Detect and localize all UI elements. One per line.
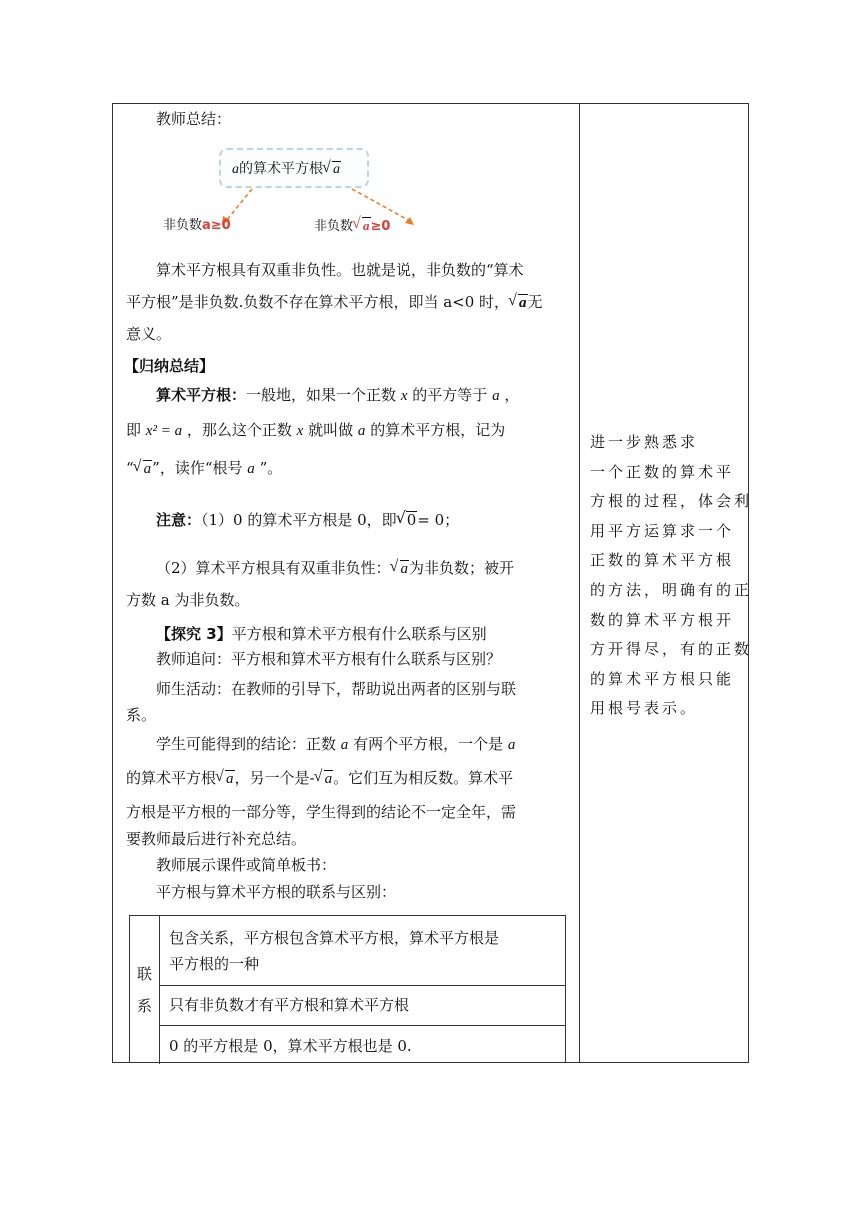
table-row3: 0 的平方根是 0，算术平方根也是 0. <box>169 1037 412 1055</box>
main-column <box>112 103 579 1063</box>
side-line: 的方法，明确有的正 <box>590 580 753 599</box>
definition-line2: 即 x² = a ，那么这个正数 x 就叫做 a 的算术平方根，记为 <box>126 421 506 439</box>
diagram-left-label: 非负数a≥0 <box>163 218 231 233</box>
activity-line2: 系。 <box>126 706 157 724</box>
side-line: 一个正数的算术平 <box>590 462 735 481</box>
side-column <box>580 103 753 1063</box>
note1: 注意：（1）0 的算术平方根是 0，即√ 0= 0； <box>156 510 459 530</box>
para1-line3: 意义。 <box>126 325 172 343</box>
teacher-summary-label: 教师总结： <box>156 110 232 128</box>
side-line: 正数的算术平方根 <box>590 551 735 570</box>
side-line: 方开得尽，有的正数 <box>590 640 753 659</box>
para1-line1: 算术平方根具有双重非负性。也就是说，非负数的“算术 <box>156 261 524 279</box>
conclusion-line3: 方根是平方根的一部分等，学生得到的结论不一定全年，需 <box>126 803 517 821</box>
relation-title: 平方根与算术平方根的联系与区别： <box>156 883 397 901</box>
row-header-char1: 联 <box>137 965 153 983</box>
relation-table <box>129 915 566 1063</box>
conclusion-line1: 学生可能得到的结论：正数 a 有两个平方根，一个是 a <box>156 735 516 753</box>
table-row1-line2: 平方根的一种 <box>169 955 260 973</box>
diagram-right-label: 非负数√ a≥0 <box>314 216 390 237</box>
table-row1-line1: 包含关系，平方根包含算术平方根，算术平方根是 <box>169 929 500 947</box>
para1-line2: 平方根”是非负数.负数不存在算术平方根，即当 a<0 时，√ a无 <box>126 292 543 313</box>
conclusion-line2: 的算术平方根√ a，另一个是-√ a。它们互为相反数。算术平 <box>126 768 513 789</box>
explore3-heading: 【探究 3】平方根和算术平方根有什么联系与区别 <box>156 625 487 643</box>
diagram-box-text: a的算术平方根√ a <box>232 159 341 180</box>
definition-line3: “√ a”，读作“根号 a ”。 <box>126 458 282 479</box>
teacher-show: 教师展示课件或简单板书： <box>156 856 337 874</box>
row-header-char2: 系 <box>137 997 153 1015</box>
side-line: 的算术平方根只能 <box>590 669 735 688</box>
activity-line1: 师生活动：在教师的引导下，帮助说出两者的区别与联 <box>156 680 517 698</box>
table-row2: 只有非负数才有平方根和算术平方根 <box>169 996 410 1014</box>
side-line: 数的算术平方根开 <box>590 610 735 629</box>
summary-heading: 【归纳总结】 <box>124 357 215 375</box>
side-note <box>590 428 753 724</box>
note2-line2: 方数 a 为非负数。 <box>126 591 250 609</box>
side-line: 用平方运算求一个 <box>590 521 735 540</box>
definition-line1: 算术平方根：一般地，如果一个正数 x 的平方等于 a ， <box>156 386 520 404</box>
teacher-ask: 教师追问：平方根和算术平方根有什么联系与区别？ <box>156 650 502 668</box>
conclusion-line4: 要教师最后进行补充总结。 <box>126 830 307 848</box>
side-line: 用根号表示。 <box>590 699 699 718</box>
note2-line1: （2）算术平方根具有双重非负性：√ a为非负数；被开 <box>156 558 514 579</box>
side-line: 方根的过程，体会利 <box>590 492 753 511</box>
side-line: 进一步熟悉求 <box>590 433 699 451</box>
